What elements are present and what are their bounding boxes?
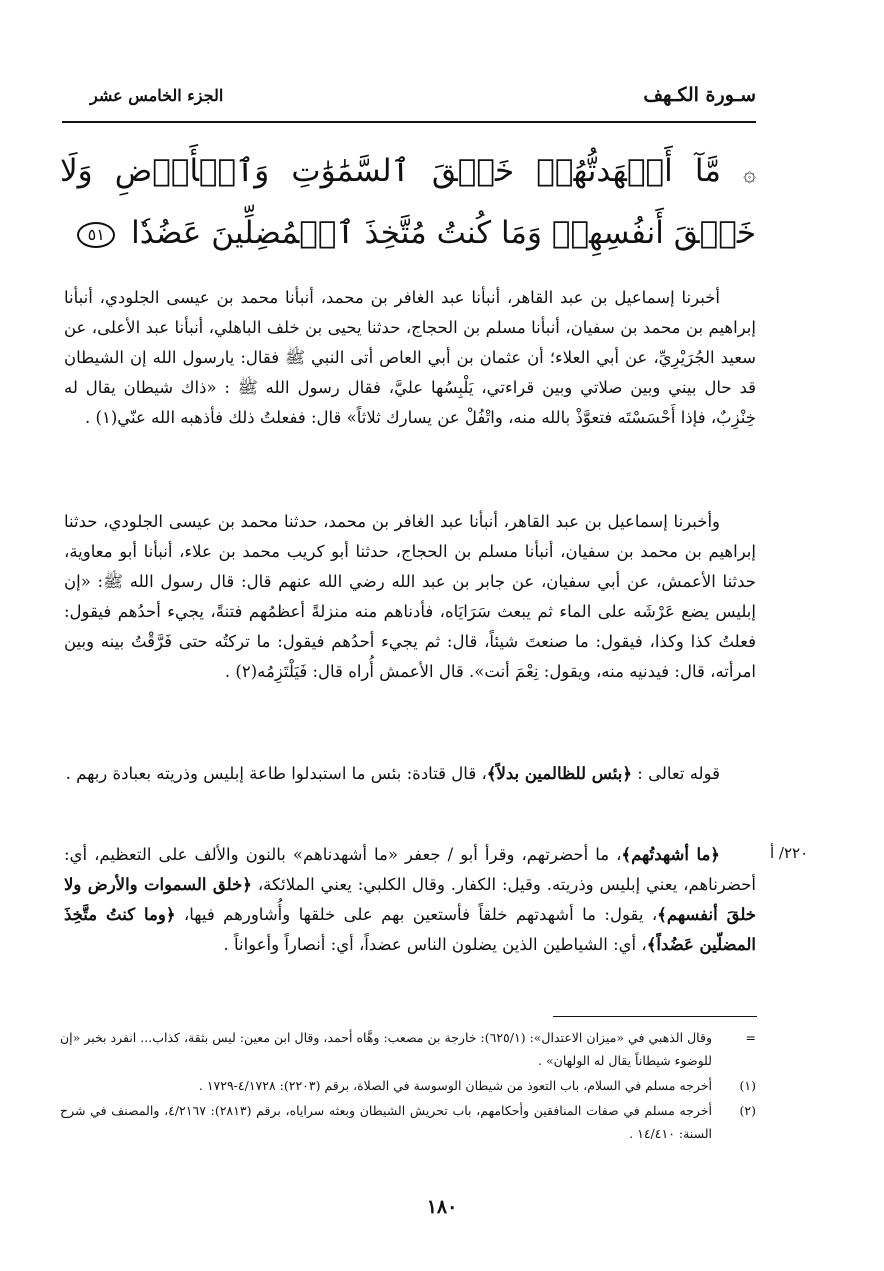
quoted-verse: ﴿ما أشهدتُهم﴾	[621, 845, 720, 864]
surah-title: سـورة الكـهف	[643, 84, 756, 106]
hizb-ornament: ۞	[743, 162, 756, 187]
footnotes	[60, 1026, 756, 1147]
footnote-text: وقال الذهبي في «ميزان الاعتدال»: (٦٢٥/١): خارجة بن مصعب: وهَّاه أحمد، وقال ابن معين: ليس بثقة، كذاب... انفرد بخبر «إن للوضوء شيطاناً يقال له الولهان» .	[60, 1030, 712, 1068]
verse-text: مَّآ أَشۡهَدتُّهُمۡ خَلۡقَ ٱلسَّمَٰوَٰتِ وَٱلۡأَرۡضِ وَلَا خَلۡقَ أَنفُسِهِمۡ وَمَا كُنتُ مُتَّخِذَ ٱلۡمُضِلِّينَ عَضُدٗا	[60, 153, 756, 251]
lead-text: قوله تعالى :	[632, 764, 720, 783]
manuscript-folio-marker: ٢٢٠/ أ	[770, 844, 809, 862]
hadith-paragraph-1	[64, 283, 756, 433]
footnote	[60, 1026, 756, 1072]
page-number: ١٨٠	[426, 1196, 458, 1218]
footnote-mark: (١)	[739, 1078, 756, 1093]
paragraph-text: وأخبرنا إسماعيل بن عبد القاهر، أنبأنا عبد الغافر بن محمد، حدثنا محمد بن عيسى الجلودي، حدثنا إبراهيم بن محمد بن سفيان، أنبأنا مسلم بن الحجاج، حدثنا أبو كريب محمد بن علاء، أنبأنا أبو معاوية، حدثنا الأعمش، عن أبي سفيان، عن جابر بن عبد الله رضي الله عنهم قال: قال رسول الله ﷺ: «إن إبليس يضع عَرْشَه على الماء ثم يبعث سَرَايَاه، فأدناهم منه منزلةً أعظمُهم فتنةً، يجيء أحدُهم فيقول: فعلتُ كذا وكذا، فيقول: ما صنعتَ شيئاً، قال: ثم يجيء أحدُهم فيقول: ما تركتُه حتى فَرَّقْتُ بينه وبين امرأته، قال: فيدنيه منه، ويقول: نِعْمَ أنت». قال الأعمش أُراه قال: فَيَلْتَزِمُه(٢) .	[64, 512, 756, 681]
commentary-text: ، يقول: ما أشهدتهم خلقاً فأستعين بهم على خلقها وأُشاورهم فيها،	[175, 905, 658, 924]
running-header	[62, 84, 756, 114]
footnote-text: أخرجه مسلم في السلام، باب التعوذ من شيطان الوسوسة في الصلاة، برقم (٢٢٠٣): ٤/١٧٢٨-١٧٢٩ .	[198, 1078, 712, 1093]
footnote-mark: =	[745, 1030, 756, 1045]
verse-number: ٥١	[77, 222, 115, 248]
commentary-text: ، أي: الشياطين الذين يضلون الناس عضداً، أي: أنصاراً وأعواناً .	[223, 935, 647, 954]
quoted-verse: ﴿خلق السموات والأرض ولا خلقَ أنفسهم﴾	[64, 875, 757, 924]
paragraph-text	[64, 759, 756, 789]
footnote-text: أخرجه مسلم في صفات المنافقين وأحكامهم، باب تحريش الشيطان وبعثه سراياه، برقم (٢٨١٣): ٤/٢١٦٧، والمصنف في شرح السنة: ١٤/٤١٠ .	[60, 1103, 713, 1141]
footnote-mark: (٢)	[739, 1103, 756, 1118]
hadith-paragraph-2	[64, 507, 756, 687]
header-rule	[62, 121, 756, 123]
quoted-verse: ﴿وما كنتُ متَّخِذَ المضلّين عَضُداً﴾	[64, 905, 756, 954]
commentary-text: ، ما أحضرتهم، وقرأ أبو / جعفر «ما أشهدناهم» بالنون والألف على التعظيم، أي: أحضرناهم، يعني إبليس وذريته. وقيل: الكفار. وقال الكلبي: يعني الملائكة،	[64, 845, 756, 894]
commentary-text: ، قال قتادة: بئس ما استبدلوا طاعة إبليس وذريته بعبادة ربهم .	[65, 764, 487, 783]
paragraph-text: أخبرنا إسماعيل بن عبد القاهر، أنبأنا عبد الغافر بن محمد، أنبأنا محمد بن عيسى الجلودي، أنبأنا إبراهيم بن محمد بن سفيان، أنبأنا مسلم بن الحجاج، حدثنا يحيى بن خلف الباهلي، أنبأنا عبد الأعلى، عن سعيد الجُرَيْرِيِّ، عن أبي العلاء؛ أن عثمان بن أبي العاص أتى النبي ﷺ فقال: يارسول الله إن الشيطان قد حال بيني وبين صلاتي وبين قراءتي، يَلْبِسُها عليَّ، فقال رسول الله ﷺ : «ذاك شيطان يقال له خِنْزِبٌ، فإذا أَحْسَسْتَه فتعوَّذْ بالله منه، واتْفُلْ عن يسارك ثلاثاً» قال: ففعلتُ ذلك فأذهبه الله عنّي(١) .	[64, 288, 756, 427]
juz-title: الجزء الخامس عشر	[90, 86, 224, 105]
footnote	[60, 1099, 756, 1145]
quran-verse	[60, 142, 756, 262]
footnote	[60, 1074, 756, 1097]
footnote-separator	[553, 1016, 757, 1017]
commentary-paragraph-2	[64, 840, 756, 960]
commentary-paragraph-1	[64, 759, 756, 789]
quoted-verse: ﴿بئس للظالمين بدلاً﴾	[486, 764, 633, 783]
paragraph-text	[64, 840, 756, 960]
